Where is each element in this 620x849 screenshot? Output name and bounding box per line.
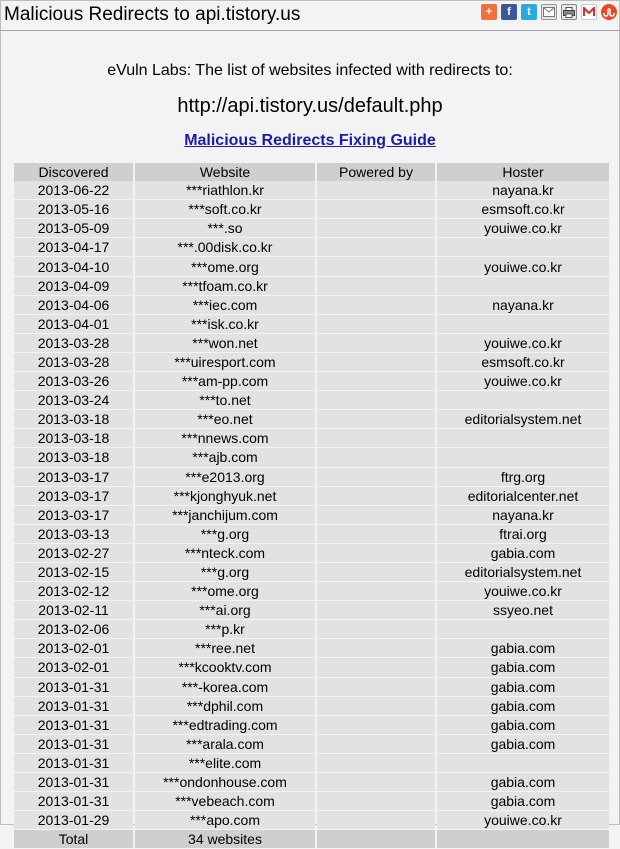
discovered-cell: 2013-04-17 (14, 238, 133, 257)
powered-by-cell (317, 372, 435, 391)
powered-by-cell (317, 620, 435, 639)
discovered-cell: 2013-03-28 (14, 334, 133, 353)
website-cell: ***g.org (135, 525, 315, 544)
hoster-cell: nayana.kr (437, 296, 609, 315)
page-title: Malicious Redirects to api.tistory.us (4, 4, 301, 25)
discovered-cell: 2013-01-29 (14, 811, 133, 830)
hoster-cell: gabia.com (437, 544, 609, 563)
email-icon[interactable] (541, 4, 557, 20)
hoster-cell: nayana.kr (437, 506, 609, 525)
target-url: http://api.tistory.us/default.php (177, 95, 443, 117)
discovered-cell: 2013-03-13 (14, 525, 133, 544)
discovered-cell: 2013-03-28 (14, 353, 133, 372)
hoster-cell: youiwe.co.kr (437, 334, 609, 353)
website-cell: ***kcooktv.com (135, 658, 315, 677)
discovered-cell: 2013-01-31 (14, 773, 133, 792)
website-cell: ***ome.org (135, 257, 315, 276)
hoster-cell: gabia.com (437, 678, 609, 697)
discovered-cell: 2013-05-09 (14, 219, 133, 238)
table-row (14, 448, 609, 467)
website-cell: ***am-pp.com (135, 372, 315, 391)
table-row (14, 315, 609, 334)
website-cell: ***ai.org (135, 601, 315, 620)
fixing-guide (0, 131, 620, 150)
hoster-cell: youiwe.co.kr (437, 257, 609, 276)
discovered-cell: 2013-03-18 (14, 448, 133, 467)
website-cell: ***ome.org (135, 582, 315, 601)
discovered-cell: 2013-02-15 (14, 563, 133, 582)
table-row (14, 468, 609, 487)
website-cell: ***edtrading.com (135, 716, 315, 735)
website-cell: ***g.org (135, 563, 315, 582)
powered-by-cell (317, 601, 435, 620)
powered-by-cell (317, 544, 435, 563)
discovered-cell: 2013-01-31 (14, 716, 133, 735)
column-header-hoster: Hoster (437, 163, 609, 181)
website-cell: ***uiresport.com (135, 353, 315, 372)
powered-by-cell (317, 468, 435, 487)
website-cell: ***dphil.com (135, 697, 315, 716)
hoster-cell: youiwe.co.kr (437, 372, 609, 391)
hoster-cell (437, 238, 609, 257)
table-row (14, 792, 609, 811)
website-cell: ***nteck.com (135, 544, 315, 563)
website-cell: ***.so (135, 219, 315, 238)
powered-by-cell (317, 181, 435, 200)
stumbleupon-icon[interactable] (601, 4, 617, 20)
powered-by-cell (317, 334, 435, 353)
discovered-cell: 2013-04-10 (14, 257, 133, 276)
powered-by-cell (317, 429, 435, 448)
add-icon[interactable]: + (481, 4, 497, 20)
hoster-cell (437, 391, 609, 410)
table-row (14, 487, 609, 506)
table-row (14, 811, 609, 830)
hoster-cell: ftrai.org (437, 525, 609, 544)
website-cell: ***kjonghyuk.net (135, 487, 315, 506)
hoster-cell: gabia.com (437, 716, 609, 735)
table-row (14, 372, 609, 391)
discovered-cell: 2013-05-16 (14, 200, 133, 219)
powered-by-cell (317, 506, 435, 525)
powered-by-cell (317, 582, 435, 601)
hoster-cell (437, 448, 609, 467)
hoster-cell: esmsoft.co.kr (437, 353, 609, 372)
total-value: 34 websites (135, 830, 315, 849)
table-row (14, 277, 609, 296)
hoster-cell: ssyeo.net (437, 601, 609, 620)
table-row (14, 620, 609, 639)
table-row (14, 181, 609, 200)
powered-by-cell (317, 735, 435, 754)
table-row (14, 754, 609, 773)
total-label: Total (14, 830, 133, 849)
powered-by-cell (317, 410, 435, 429)
hoster-cell: gabia.com (437, 773, 609, 792)
discovered-cell: 2013-02-27 (14, 544, 133, 563)
discovered-cell: 2013-04-06 (14, 296, 133, 315)
hoster-cell: ftrg.org (437, 468, 609, 487)
discovered-cell: 2013-06-22 (14, 181, 133, 200)
hoster-cell: esmsoft.co.kr (437, 200, 609, 219)
hoster-cell (437, 277, 609, 296)
discovered-cell: 2013-03-26 (14, 372, 133, 391)
discovered-cell: 2013-04-01 (14, 315, 133, 334)
powered-by-cell (317, 525, 435, 544)
table-row (14, 544, 609, 563)
table-row (14, 296, 609, 315)
table-row (14, 219, 609, 238)
hoster-cell: gabia.com (437, 697, 609, 716)
twitter-icon[interactable]: t (521, 4, 537, 20)
share-toolbar (481, 4, 617, 20)
powered-by-cell (317, 391, 435, 410)
powered-by-cell (317, 219, 435, 238)
discovered-cell: 2013-02-12 (14, 582, 133, 601)
table-row (14, 506, 609, 525)
hoster-cell: gabia.com (437, 792, 609, 811)
hoster-cell: editorialsystem.net (437, 410, 609, 429)
table-header-row (14, 163, 609, 181)
hoster-cell: youiwe.co.kr (437, 582, 609, 601)
hoster-cell: youiwe.co.kr (437, 219, 609, 238)
hoster-cell (437, 754, 609, 773)
powered-by-cell (317, 678, 435, 697)
website-cell: ***won.net (135, 334, 315, 353)
powered-by-cell (317, 487, 435, 506)
hoster-cell (437, 315, 609, 334)
discovered-cell: 2013-03-18 (14, 429, 133, 448)
discovered-cell: 2013-03-17 (14, 487, 133, 506)
powered-by-cell (317, 238, 435, 257)
table-row (14, 735, 609, 754)
powered-by-cell (317, 716, 435, 735)
powered-by-cell (317, 792, 435, 811)
hoster-cell: editorialsystem.net (437, 563, 609, 582)
discovered-cell: 2013-02-06 (14, 620, 133, 639)
table-row (14, 639, 609, 658)
discovered-cell: 2013-01-31 (14, 678, 133, 697)
print-icon[interactable] (561, 4, 577, 20)
hoster-cell: youiwe.co.kr (437, 811, 609, 830)
website-cell: ***tfoam.co.kr (135, 277, 315, 296)
powered-by-cell (317, 296, 435, 315)
table-row (14, 353, 609, 372)
powered-by-cell (317, 639, 435, 658)
website-cell: ***apo.com (135, 811, 315, 830)
intro-text: eVuln Labs: The list of websites infected with redirects to: (107, 62, 513, 79)
powered-by-cell (317, 315, 435, 334)
table-row (14, 391, 609, 410)
website-cell: ***arala.com (135, 735, 315, 754)
discovered-cell: 2013-04-09 (14, 277, 133, 296)
website-cell: ***e2013.org (135, 468, 315, 487)
website-cell: ***janchijum.com (135, 506, 315, 525)
website-cell: ***riathlon.kr (135, 181, 315, 200)
hoster-cell (437, 429, 609, 448)
total-empty-cell (437, 830, 609, 849)
website-cell: ***to.net (135, 391, 315, 410)
hoster-cell: gabia.com (437, 735, 609, 754)
powered-by-cell (317, 773, 435, 792)
table-row (14, 601, 609, 620)
discovered-cell: 2013-03-17 (14, 506, 133, 525)
title-bar (0, 0, 620, 31)
table-row (14, 697, 609, 716)
website-cell: ***iec.com (135, 296, 315, 315)
table-row (14, 257, 609, 276)
website-cell: ***soft.co.kr (135, 200, 315, 219)
hoster-cell: gabia.com (437, 658, 609, 677)
discovered-cell: 2013-01-31 (14, 697, 133, 716)
powered-by-cell (317, 200, 435, 219)
website-cell: ***vebeach.com (135, 792, 315, 811)
powered-by-cell (317, 277, 435, 296)
table-row (14, 410, 609, 429)
discovered-cell: 2013-03-24 (14, 391, 133, 410)
website-cell: ***elite.com (135, 754, 315, 773)
facebook-icon[interactable]: f (501, 4, 517, 20)
discovered-cell: 2013-03-18 (14, 410, 133, 429)
website-cell: ***ajb.com (135, 448, 315, 467)
powered-by-cell (317, 353, 435, 372)
powered-by-cell (317, 658, 435, 677)
column-header-website: Website (135, 163, 315, 181)
website-cell: ***ree.net (135, 639, 315, 658)
hoster-cell: nayana.kr (437, 181, 609, 200)
discovered-cell: 2013-02-01 (14, 639, 133, 658)
table-row (14, 525, 609, 544)
table-row (14, 678, 609, 697)
discovered-cell: 2013-01-31 (14, 792, 133, 811)
table-row (14, 658, 609, 677)
discovered-cell: 2013-02-11 (14, 601, 133, 620)
powered-by-cell (317, 811, 435, 830)
fixing-guide-link[interactable]: Malicious Redirects Fixing Guide (184, 132, 436, 149)
website-cell: ***-korea.com (135, 678, 315, 697)
powered-by-cell (317, 754, 435, 773)
powered-by-cell (317, 563, 435, 582)
infected-sites-table (12, 163, 611, 849)
website-cell: ***nnews.com (135, 429, 315, 448)
website-cell: ***ondonhouse.com (135, 773, 315, 792)
column-header-powered-by: Powered by (317, 163, 435, 181)
website-cell: ***p.kr (135, 620, 315, 639)
discovered-cell: 2013-01-31 (14, 735, 133, 754)
website-cell: ***eo.net (135, 410, 315, 429)
column-header-discovered: Discovered (14, 163, 133, 181)
powered-by-cell (317, 697, 435, 716)
table-row (14, 716, 609, 735)
discovered-cell: 2013-01-31 (14, 754, 133, 773)
hoster-cell: gabia.com (437, 639, 609, 658)
table-row (14, 563, 609, 582)
table-row (14, 429, 609, 448)
total-empty-cell (317, 830, 435, 849)
table-row (14, 773, 609, 792)
total-row (14, 830, 609, 849)
hoster-cell (437, 620, 609, 639)
discovered-cell: 2013-03-17 (14, 468, 133, 487)
gmail-icon[interactable] (581, 4, 597, 20)
discovered-cell: 2013-02-01 (14, 658, 133, 677)
website-cell: ***.00disk.co.kr (135, 238, 315, 257)
table-row (14, 238, 609, 257)
table-body (14, 181, 609, 830)
table-row (14, 334, 609, 353)
table-row (14, 582, 609, 601)
powered-by-cell (317, 448, 435, 467)
website-cell: ***isk.co.kr (135, 315, 315, 334)
powered-by-cell (317, 257, 435, 276)
hoster-cell: editorialcenter.net (437, 487, 609, 506)
table-row (14, 200, 609, 219)
